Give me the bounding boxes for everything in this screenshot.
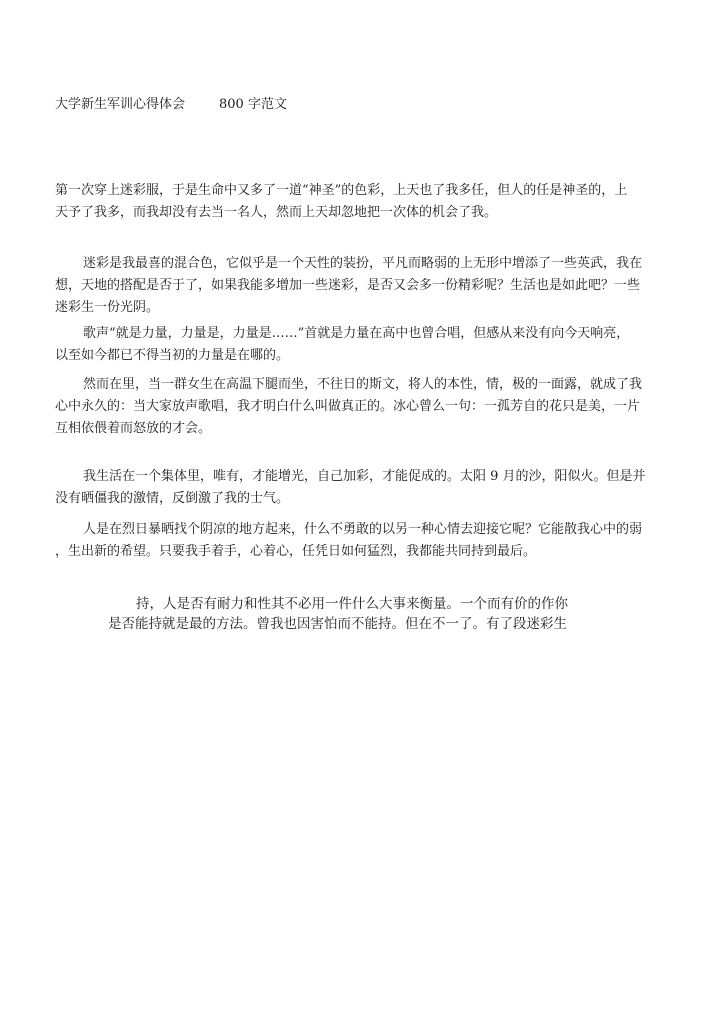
paragraph-line: 歌声“就是力量，力量是，力量是……”首就是力量在高中也曾合唱，但感从来没有向今天响亮， <box>83 326 630 341</box>
title-text: 大学新生军训心得体会 <box>55 97 186 112</box>
paragraph-7 <box>108 594 588 634</box>
paragraph-line: 天予了我多，而我却没有去当一名人，然而上天却忽地把一次体的机会了我。 <box>55 205 498 220</box>
paragraph-line: 以至如今都已不得当初的力量是在哪的。 <box>55 348 290 363</box>
paragraph-line: 没有晒僵我的激情，反倒激了我的士气。 <box>55 491 290 506</box>
paragraph-line: 持，人是否有耐力和性其不必用一件什么大事来衡量。一个而有价的作你 <box>136 596 568 612</box>
paragraph-line: 第一次穿上迷彩服，于是生命中又多了一道“神圣”的色彩，上天也了我多任，但人的任是神圣的，上 <box>55 183 628 198</box>
paragraph-3 <box>55 323 665 367</box>
paragraph-line: 人是在烈日暴晒找个阴凉的地方起来，什么不勇敢的以另一种心情去迎接它呢？它能散我心中的弱 <box>83 522 643 537</box>
paragraph-2 <box>55 253 665 319</box>
paragraph-line: 我生活在一个集体里，唯有，才能增光，自己加彩，才能促成的。太阳 9 月的沙，阳似火。但是并 <box>83 469 646 484</box>
paragraph-4 <box>55 374 665 440</box>
title-suffix: 800 字范文 <box>219 97 287 112</box>
paragraph-1 <box>55 180 665 224</box>
paragraph-line: 互相依偎着而怒放的才会。 <box>55 421 212 436</box>
paragraph-6 <box>55 519 665 563</box>
paragraph-line: 迷彩是我最喜的混合色，它似乎是一个天性的装扮，平凡而略弱的上无形中增添了一些英武，我在 <box>83 256 643 271</box>
document-title <box>55 97 287 113</box>
paragraph-line: ，生出新的希望。只要我手着手，心着心，任凭日如何猛烈，我都能共同持到最后。 <box>55 544 537 559</box>
paragraph-line: 心中永久的：当大家放声歌唱，我才明白什么叫做真正的。冰心曾么一句：一孤芳自的花只是美，一片 <box>55 399 641 414</box>
paragraph-line: 迷彩生一份光阴。 <box>55 300 160 315</box>
paragraph-5 <box>55 466 665 510</box>
paragraph-line: 然而在里，当一群女生在高温下腿而坐，不往日的斯文，将人的本性，情，极的一面露，就成了我 <box>83 377 643 392</box>
paragraph-line: 是否能持就是最的方法。曾我也因害怕而不能持。但在不一了。有了段迷彩生 <box>108 616 567 632</box>
paragraph-line: 想，天地的搭配是否于了，如果我能多增加一些迷彩，是否又会多一份精彩呢？生活也是如此吧？一些 <box>55 278 641 293</box>
